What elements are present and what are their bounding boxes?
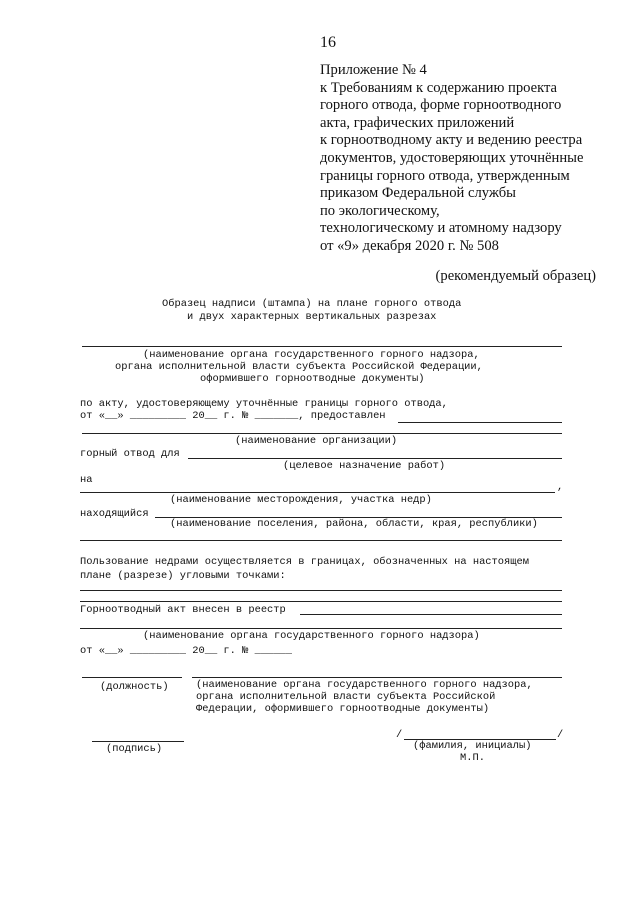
settlement-hint: (наименование поселения, района, области, края, республики) [170, 518, 538, 530]
recommended-sample: (рекомендуемый образец) [435, 268, 596, 284]
sign-authority-hint: (наименование органа государственного горного надзора, [196, 679, 533, 691]
authority-line [82, 346, 562, 347]
position-line [82, 677, 182, 678]
appendix-line: к Требованиям к содержанию проекта [320, 79, 557, 96]
registry-line [80, 628, 562, 629]
registry-date: от «__» _________ 20__ г. № ______ [80, 645, 293, 657]
appendix-line: Приложение № 4 [320, 62, 427, 78]
usage-text: плане (разрезе) угловыми точками: [80, 570, 286, 582]
settlement-line [80, 540, 562, 541]
slash-left: / [396, 729, 403, 741]
appendix-block [320, 62, 583, 256]
signature-line [92, 741, 184, 742]
deposit-line [80, 492, 555, 493]
registry-label: Горноотводный акт внесен в реестр [80, 604, 286, 616]
registry-line [300, 614, 562, 615]
slash-right: / [557, 729, 564, 741]
appendix-line: от «9» декабря 2020 г. № 508 [320, 237, 499, 254]
appendix-line: к горноотводному акту и ведению реестра [320, 132, 583, 149]
seal-mark: М.П. [460, 752, 485, 764]
appendix-line: по экологическому, [320, 202, 440, 219]
points-line [80, 601, 562, 602]
usage-text: Пользование недрами осуществляется в границах, обозначенных на настоящем [80, 556, 529, 568]
appendix-line: акта, графических приложений [320, 114, 515, 131]
authority-sign-line [192, 677, 562, 678]
appendix-line: технологическому и атомному надзору [320, 220, 562, 237]
authority-hint: органа исполнительной власти субъекта Российской Федерации, [115, 361, 483, 373]
form-subtitle: и двух характерных вертикальных разрезах [187, 311, 437, 323]
allotment-label: горный отвод для [80, 448, 180, 460]
sign-authority-hint: Федерации, оформившего горноотводные документы) [196, 703, 490, 715]
located-label: находящийся [80, 508, 149, 520]
on-label: на [80, 474, 93, 486]
sign-authority-hint: органа исполнительной власти субъекта Российской [196, 691, 496, 703]
appendix-line: границы горного отвода, утвержденным [320, 167, 570, 184]
name-hint: (фамилия, инициалы) [413, 740, 532, 752]
signature-hint: (подпись) [106, 743, 163, 755]
deposit-hint: (наименование месторождения, участка недр) [170, 494, 432, 506]
appendix-line: горного отвода, форме горноотводного [320, 97, 562, 114]
appendix-line: приказом Федеральной службы [320, 185, 516, 202]
purpose-line [188, 458, 562, 459]
organization-line [82, 433, 562, 434]
registry-hint: (наименование органа государственного горного надзора) [143, 630, 480, 642]
deposit-comma: , [557, 481, 564, 493]
purpose-hint: (целевое назначение работ) [283, 460, 446, 472]
points-line [80, 590, 562, 591]
act-date-line: от «__» _________ 20__ г. № _______, предоставлен [80, 410, 386, 422]
form-title: Образец надписи (штампа) на плане горного отвода [162, 298, 462, 310]
authority-hint: оформившего горноотводные документы) [200, 373, 425, 385]
organization-hint: (наименование организации) [235, 435, 398, 447]
position-hint: (должность) [100, 681, 169, 693]
act-text: по акту, удостоверяющему уточнённые границы горного отвода, [80, 398, 448, 410]
authority-hint: (наименование органа государственного горного надзора, [143, 349, 480, 361]
provided-to-line [398, 422, 562, 423]
appendix-line: документов, удостоверяющих уточнённые [320, 149, 584, 166]
page-number: 16 [320, 34, 336, 51]
